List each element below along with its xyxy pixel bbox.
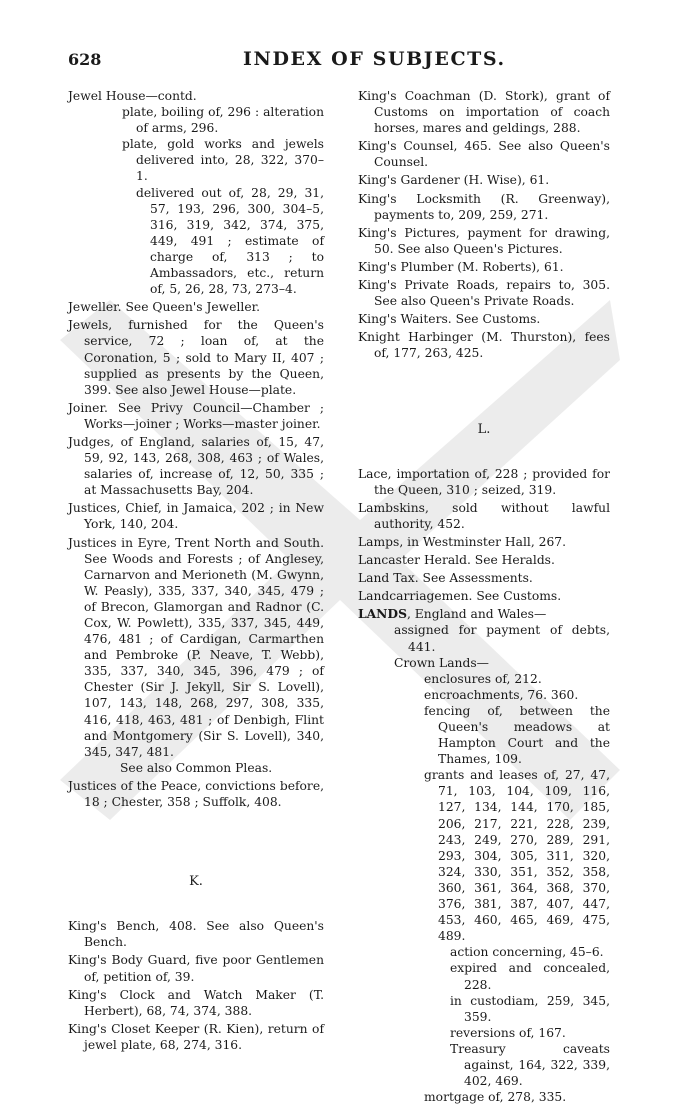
subentry: expired and concealed, 228. [450, 961, 610, 992]
entry-joiner: Joiner. See Privy Council—Chamber ; Works—joiner ; Works—master joiner. [68, 400, 324, 431]
entry-justices-chief: Justices, Chief, in Jamaica, 202 ; in New York, 140, 204. [68, 501, 324, 532]
subentry: plate, gold works and jewels delivered into, 28, 322, 370–1. [122, 137, 324, 184]
page-heading: INDEX OF SUBJECTS. [243, 48, 506, 70]
subentry: delivered out of, 28, 29, 31, 57, 193, 296, 300, 304–5, 316, 319, 342, 374, 375, 449, 491 ; estimate of charge of, 313 ; to Ambassadors, etc., return of, 5, 26, 28, 73, 273–4. [136, 185, 324, 297]
lands-heading: LANDS [358, 606, 407, 622]
subentry: action concerning, 45–6. [450, 945, 604, 960]
entry-kings-body-guard: King's Body Guard, five poor Gentlemen of, petition of, 39. [68, 953, 324, 984]
subentry: Treasury caveats against, 164, 322, 339, 402, 469. [450, 1041, 610, 1089]
entry-knight-harbinger: Knight Harbinger (M. Thurston), fees of, 177, 263, 425. [358, 330, 610, 361]
entry-lace: Lace, importation of, 228 ; provided for the Queen, 310 ; seized, 319. [358, 466, 610, 497]
entry-kings-plumber: King's Plumber (M. Roberts), 61. [358, 259, 564, 274]
page-number: 628 [68, 50, 102, 69]
left-column [68, 88, 324, 1055]
subentry: in custodiam, 259, 345, 359. [450, 993, 610, 1024]
lands-heading-rest: , England and Wales— [406, 607, 547, 622]
entry-kings-waiters: King's Waiters. See Customs. [358, 312, 541, 327]
entry-kings-pictures: King's Pictures, payment for drawing, 50. See also Queen's Pictures. [358, 225, 610, 256]
subentry: plate, boiling of, 296 : alteration of arms, 296. [122, 105, 324, 136]
entry-kings-counsel: King's Counsel, 465. See also Queen's Counsel. [358, 139, 610, 170]
entry-jewel-house: Jewel House—contd. [68, 89, 197, 103]
entry-kings-gardener: King's Gardener (H. Wise), 61. [358, 173, 550, 188]
entry-judges: Judges, of England, salaries of, 15, 47, 59, 92, 143, 268, 308, 463 ; of Wales, salaries of, increase of, 12, 50, 335 ; at Massachusetts Bay, 204. [68, 434, 324, 498]
see-also: See also Common Pleas. [120, 760, 273, 775]
subentry: mortgage of, 278, 335. [424, 1090, 567, 1105]
entry-land-tax: Land Tax. See Assessments. [358, 571, 533, 586]
entry-kings-clock: King's Clock and Watch Maker (T. Herbert), 68, 74, 374, 388. [68, 987, 324, 1018]
entry-landcarriagemen: Landcarriagemen. See Customs. [358, 589, 562, 604]
subentry: assigned for payment of debts, 441. [394, 623, 610, 654]
subentry: reversions of, 167. [450, 1025, 566, 1040]
entry-justices-peace: Justices of the Peace, convictions before, 18 ; Chester, 358 ; Suffolk, 408. [68, 778, 324, 810]
entry-justices-eyre: Justices in Eyre, Trent North and South. See Woods and Forests ; of Anglesey, Carnarvon and Merioneth (M. Gwynn, W. Peasly), 335, 337, 340, 345, 479 ; of Brecon, Glamorgan and Radnor (C. Cox, W. Powlett), 335, 337, 345, 449, 476, 481 ; of Cardigan, Carmarthen and Pembroke (P. Neave, T. Webb), 335, 337, 340, 345, 396, 479 ; of Chester (Sir J. Jekyll, Sir S. Lovell), 107, 143, 148, 268, 297, 308, 335, 416, 418, 463, 481 ; of Denbigh, Flint and Montgomery (Sir S. Lovell), 340, 345, 347, 481. [68, 535, 324, 759]
entry-lamps: Lamps, in Westminster Hall, 267. [358, 534, 567, 549]
subentry: enclosures of, 212. [424, 671, 542, 686]
entry-lambskins: Lambskins, sold without lawful authority, 452. [358, 500, 610, 531]
entry-jewels: Jewels, furnished for the Queen's service, 72 ; loan of, at the Coronation, 5 ; sold to Mary II, 407 ; supplied as presents by the Queen, 399. See also Jewel House—plate. [68, 318, 324, 397]
right-column [358, 88, 610, 1105]
entry-kings-locksmith: King's Locksmith (R. Greenway), payments to, 209, 259, 271. [358, 191, 610, 222]
entry-kings-closet: King's Closet Keeper (R. Kien), return of jewel plate, 68, 274, 316. [68, 1021, 324, 1052]
entry-jeweller: Jeweller. See Queen's Jeweller. [68, 300, 261, 315]
entry-lancaster-herald: Lancaster Herald. See Heralds. [358, 553, 555, 568]
subentry: fencing of, between the Queen's meadows at Hampton Court and the Thames, 109. [424, 703, 610, 767]
entry-kings-coachman: King's Coachman (D. Stork), grant of Customs on importation of coach horses, mares and geldings, 288. [358, 89, 610, 136]
entry-lands [358, 606, 610, 622]
subentry: grants and leases of, 27, 47, 71, 103, 104, 109, 116, 127, 134, 144, 170, 185, 206, 217, 221, 228, 239, 243, 249, 270, 289, 291, 293, 304, 305, 311, 320, 324, 330, 351, 352, 358, 360, 361, 364, 368, 370, 376, 381, 387, 407, 447, 453, 460, 465, 469, 475, 489. [424, 768, 610, 944]
entry-kings-private-roads: King's Private Roads, repairs to, 305. See also Queen's Private Roads. [358, 278, 610, 309]
section-letter-l: L. [477, 421, 491, 437]
subentry: encroachments, 76. 360. [424, 687, 579, 702]
section-letter-k: K. [189, 874, 203, 890]
subentry: Crown Lands— [394, 655, 489, 670]
entry-kings-bench: King's Bench, 408. See also Queen's Bench. [68, 919, 324, 950]
